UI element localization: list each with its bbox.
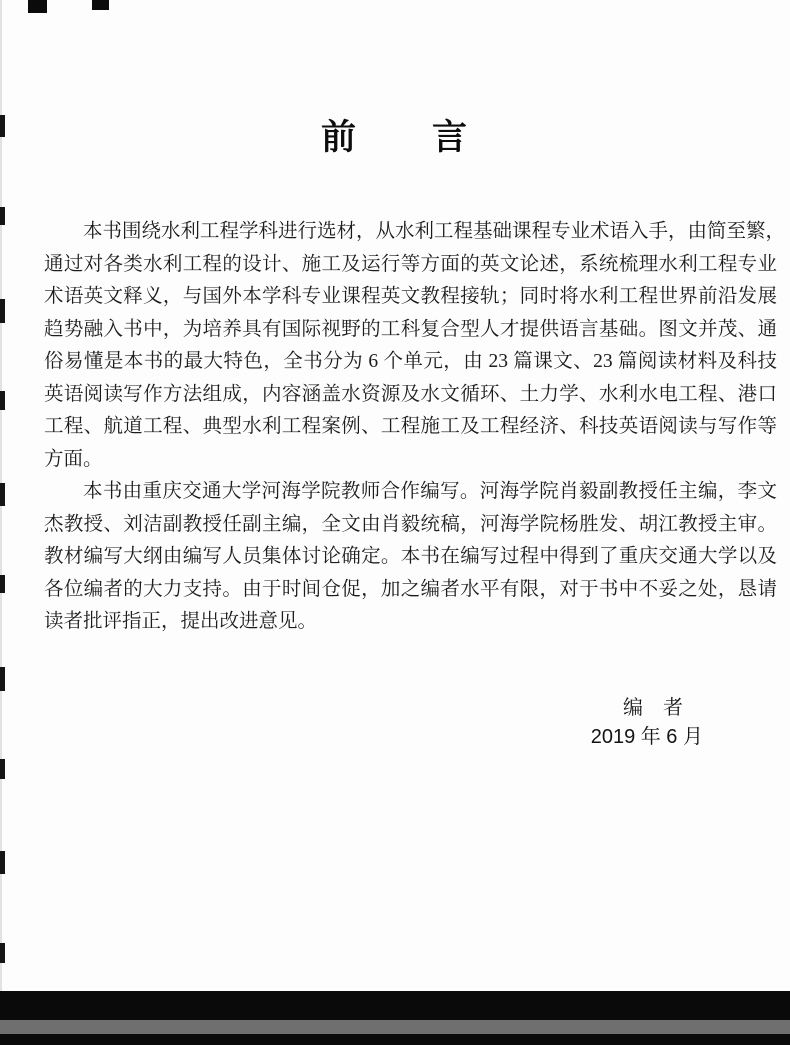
- scan-top-mark: [92, 0, 109, 10]
- text-line: 术语英文释义，与国外本学科专业课程英文教程接轨；同时将水利工程世界前沿发展: [44, 286, 777, 307]
- scan-left-edge-dash: [0, 483, 5, 506]
- scan-bottom-band-stripe: [0, 1020, 790, 1034]
- paragraph-2: [44, 476, 777, 639]
- paragraph-1: [44, 216, 786, 476]
- scan-top-mark: [28, 0, 47, 13]
- scan-left-edge-dash: [0, 851, 5, 874]
- text-line: 杰教授、刘洁副教授任副主编，全文由肖毅统稿，河海学院杨胜发、胡江教授主审。: [44, 513, 777, 535]
- text-line: 俗易懂是本书的最大特色，全书分为 6 个单元，由 23 篇课文、23 篇阅读材料及科技: [44, 351, 777, 372]
- text-line: 读者批评指正，提出改进意见。: [44, 611, 318, 632]
- preface-body: [44, 216, 786, 639]
- scan-left-edge-dash: [0, 575, 5, 593]
- publication-date: 2019 年 6 月: [590, 726, 703, 748]
- text-line: 方面。: [44, 448, 103, 470]
- scan-bottom-band: [0, 991, 790, 1045]
- editor-signature: 编 者: [623, 697, 683, 719]
- text-line: 英语阅读写作方法组成，内容涵盖水资源及水文循环、土力学、水利水电工程、港口: [44, 383, 777, 405]
- text-line: 通过对各类水利工程的设计、施工及运行等方面的英文论述，系统梳理水利工程专业: [44, 253, 777, 275]
- text-line: 趋势融入书中，为培养具有国际视野的工科复合型人才提供语言基础。图文并茂、通: [44, 318, 777, 340]
- scan-left-edge-dash: [0, 759, 5, 779]
- page-title: 前 言: [320, 118, 469, 157]
- text-line: 各位编者的大力支持。由于时间仓促，加之编者水平有限，对于书中不妥之处，恳请: [44, 578, 777, 600]
- scan-left-edge-dash: [0, 667, 5, 691]
- scan-left-edge-dash: [0, 943, 5, 963]
- text-line: 本书由重庆交通大学河海学院教师合作编写。河海学院肖毅副教授任主编，李文: [83, 481, 777, 502]
- scan-left-edge-dash: [0, 299, 5, 323]
- scan-left-edge-line: [0, 0, 2, 1045]
- text-line: 本书围绕水利工程学科进行选材，从水利工程基础课程专业术语入手，由简至繁，: [83, 221, 786, 242]
- scan-left-edge-dash: [0, 391, 5, 410]
- text-line: 工程、航道工程、典型水利工程案例、工程施工及工程经济、科技英语阅读与写作等: [44, 416, 777, 437]
- scan-left-edge-dash: [0, 115, 5, 137]
- scan-left-edge-dash: [0, 207, 5, 225]
- text-line: 教材编写大纲由编写人员集体讨论确定。本书在编写过程中得到了重庆交通大学以及: [44, 546, 777, 567]
